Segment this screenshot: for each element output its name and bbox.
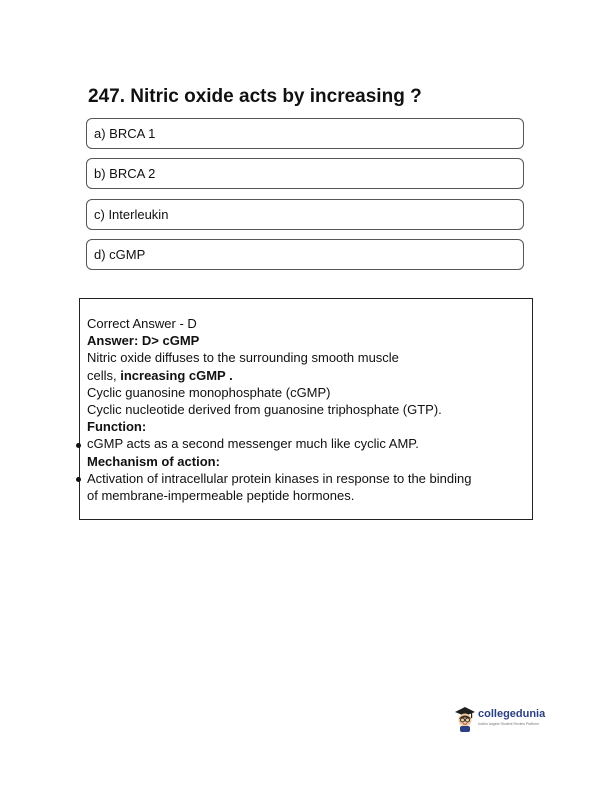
- explanation-line: Cyclic nucleotide derived from guanosine triphosphate (GTP).: [87, 402, 442, 418]
- logo-name: collegedunia: [478, 708, 546, 720]
- explanation-line: Nitric oxide diffuses to the surrounding smooth muscle: [87, 350, 399, 366]
- mechanism-text: Activation of intracellular protein kinases in response to the binding: [87, 470, 472, 486]
- option-b[interactable]: b) BRCA 2: [86, 158, 524, 189]
- explanation-line: [87, 367, 527, 384]
- logo-tagline: India's largest Student Review Platform: [478, 722, 539, 726]
- question-title: 247. Nitric oxide acts by increasing ?: [88, 86, 422, 107]
- bullet-icon: [76, 443, 81, 448]
- mechanism-label: Mechanism of action:: [87, 453, 220, 469]
- option-d[interactable]: d) cGMP: [86, 239, 524, 270]
- option-a[interactable]: a) BRCA 1: [86, 118, 524, 149]
- explanation-line: Cyclic guanosine monophosphate (cGMP): [87, 384, 331, 400]
- graduate-mascot-icon: [454, 706, 476, 732]
- explanation-prefix: cells,: [87, 367, 121, 383]
- option-c[interactable]: c) Interleukin: [86, 199, 524, 230]
- bullet-icon: [76, 477, 81, 482]
- function-label: Function:: [87, 419, 147, 435]
- answer-explanation: [87, 315, 527, 504]
- explanation-highlight: increasing cGMP .: [120, 367, 233, 383]
- mechanism-text: of membrane-impermeable peptide hormones.: [87, 488, 355, 504]
- collegedunia-logo: [454, 706, 554, 734]
- function-text: cGMP acts as a second messenger much like cyclic AMP.: [87, 436, 419, 452]
- answer-label: Answer: D> cGMP: [87, 333, 200, 349]
- correct-answer: Correct Answer - D: [87, 316, 197, 331]
